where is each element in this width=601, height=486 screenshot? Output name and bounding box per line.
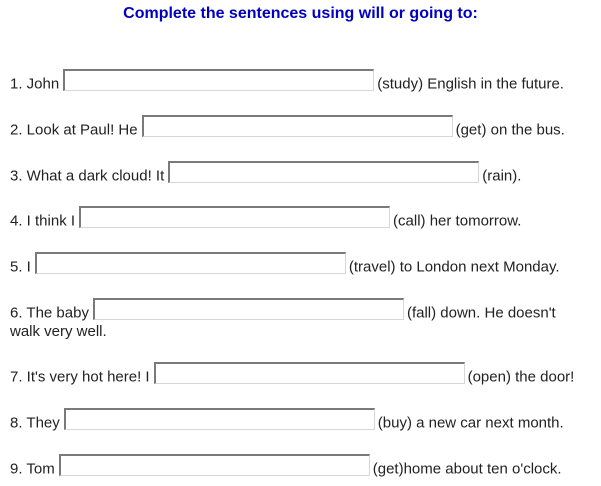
sentence-1-answer-input[interactable]	[63, 69, 374, 91]
sentence-6-before: 6. The baby	[10, 304, 89, 322]
sentence-4-answer-input[interactable]	[79, 206, 390, 228]
sentence-5-answer-input[interactable]	[35, 252, 346, 274]
sentence-4-after: (call) her tomorrow.	[393, 212, 522, 230]
sentence-1-before: 1. John	[10, 75, 60, 93]
sentence-3-after: (rain).	[482, 167, 522, 185]
sentence-8-answer-input[interactable]	[64, 408, 375, 430]
sentence-1	[10, 69, 598, 94]
sentence-5-before: 5. I	[10, 258, 31, 276]
sentence-8-before: 8. They	[10, 414, 60, 432]
sentence-4-before: 4. I think I	[10, 212, 76, 230]
exercise-title: Complete the sentences using will or going to:	[123, 5, 478, 22]
sentence-9-answer-input[interactable]	[59, 454, 370, 476]
sentence-1-after: (study) English in the future.	[377, 75, 564, 93]
sentence-9	[10, 454, 598, 479]
sentence-3-answer-input[interactable]	[168, 161, 479, 183]
sentence-4	[10, 206, 598, 231]
sentence-6-continuation: walk very well.	[10, 322, 107, 340]
sentence-3-before: 3. What a dark cloud! It	[10, 167, 165, 185]
sentence-2-before: 2. Look at Paul! He	[10, 121, 138, 139]
sentence-3	[10, 161, 598, 186]
sentence-7-answer-input[interactable]	[154, 362, 465, 384]
sentence-6-answer-input[interactable]	[93, 298, 404, 320]
sentence-9-after: (get)home about ten o'clock.	[372, 460, 562, 478]
sentence-5	[10, 252, 598, 277]
sentence-2-answer-input[interactable]	[142, 115, 453, 137]
sentence-9-before: 9. Tom	[10, 460, 55, 478]
sentence-7-after: (open) the door!	[467, 368, 575, 386]
sentence-7-before: 7. It's very hot here! I	[10, 368, 150, 386]
sentence-5-after: (travel) to London next Monday.	[348, 258, 560, 276]
sentence-6-after: (fall) down. He doesn't	[406, 304, 556, 322]
sentence-2-after: (get) on the bus.	[455, 121, 565, 139]
sentence-2	[10, 115, 598, 140]
sentence-8	[10, 408, 598, 433]
sentence-6	[10, 298, 598, 341]
sentence-8-after: (buy) a new car next month.	[377, 414, 564, 432]
sentence-7	[10, 362, 598, 387]
